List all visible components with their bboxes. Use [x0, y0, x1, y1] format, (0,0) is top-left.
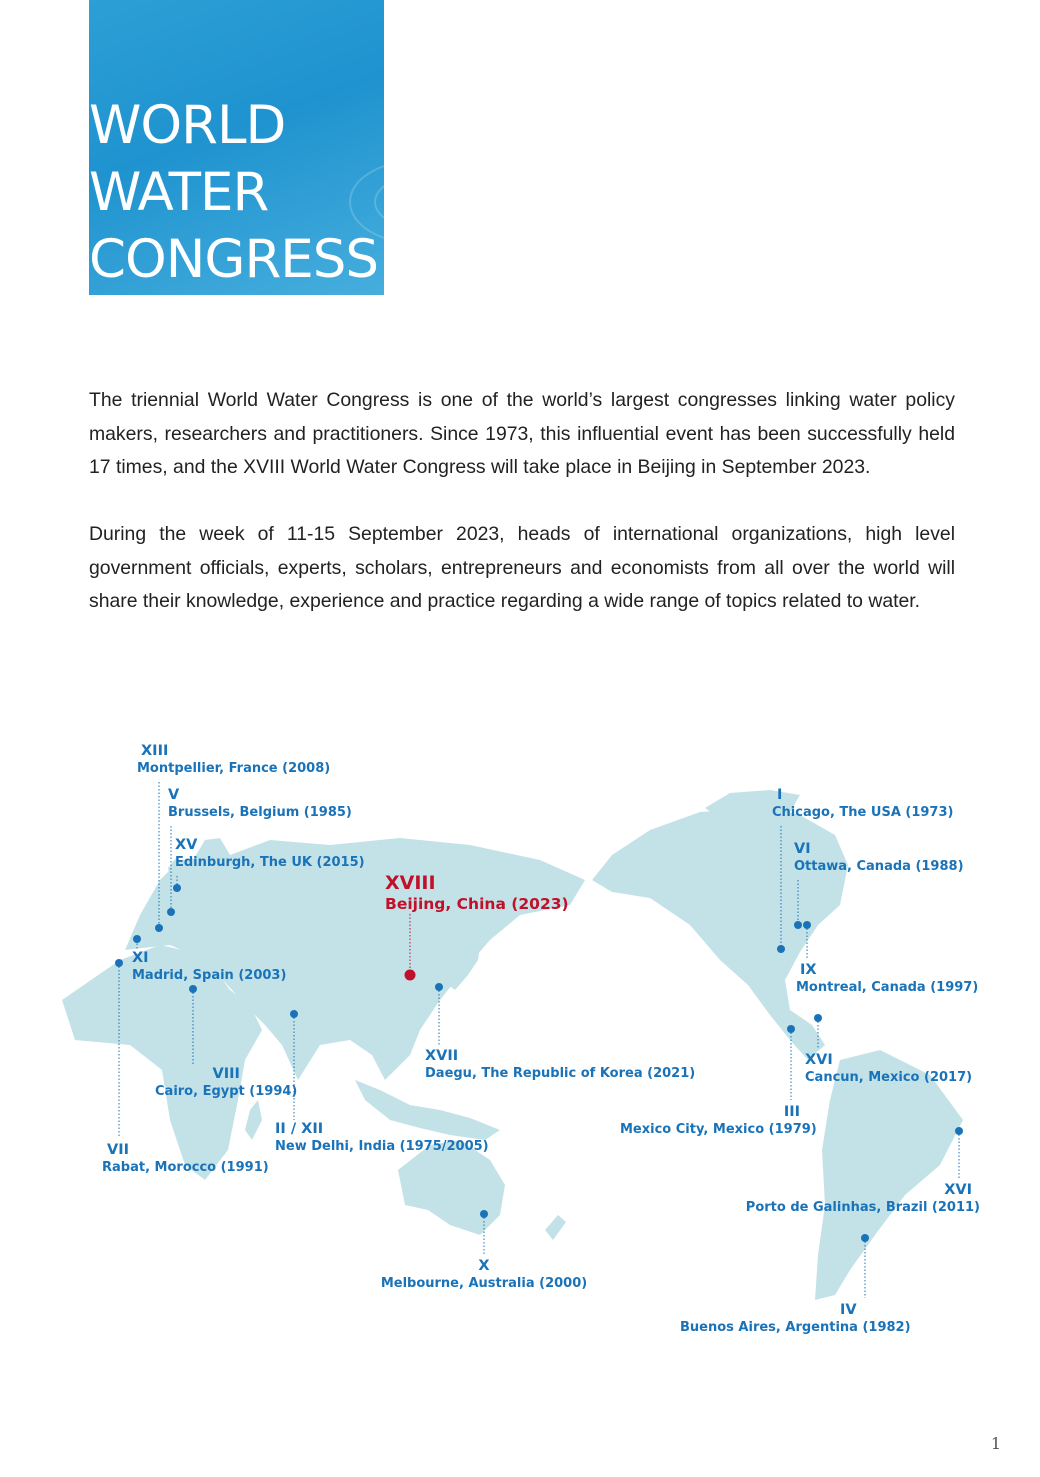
label-rabat	[102, 1142, 269, 1176]
intro-paragraph-1: The triennial World Water Congress is one of the world’s largest congresses linking water policy makers, researchers and practitioners. Since 1973, this influential event has been successfully held 17 times, and the XVIII World Water Congress will take place in Beijing in September 2023.	[89, 389, 955, 478]
label-edinburgh	[175, 837, 365, 871]
congress-location: Porto de Galinhas, Brazil (2011)	[745, 1200, 980, 1215]
congress-location: Beijing, China (2023)	[385, 895, 569, 913]
label-madrid	[132, 950, 286, 984]
congress-numeral: XV	[175, 837, 198, 853]
label-new-delhi	[275, 1121, 489, 1155]
congress-location: Brussels, Belgium (1985)	[168, 805, 352, 820]
congress-location: Cairo, Egypt (1994)	[155, 1084, 298, 1099]
congress-numeral: XI	[132, 950, 149, 966]
marker-madrid[interactable]	[133, 935, 141, 943]
marker-porto-de-galinhas[interactable]	[955, 1127, 963, 1135]
congress-location: Montpellier, France (2008)	[137, 761, 331, 776]
congress-numeral: XVIII	[385, 872, 436, 894]
intro-paragraph-2: During the week of 11-15 September 2023, heads of international organizations, high level government officials, experts, scholars, entrepreneurs and economists from all over the world will share their knowledge, experience and practice regarding a wide range of topics related to water.	[89, 523, 955, 612]
land-south-america	[815, 1050, 963, 1300]
congress-numeral: VII	[107, 1142, 130, 1158]
congress-numeral: VIII	[212, 1066, 240, 1082]
label-montreal	[796, 962, 978, 996]
congress-location: Buenos Aires, Argentina (1982)	[680, 1320, 911, 1335]
congress-location: Rabat, Morocco (1991)	[102, 1160, 269, 1175]
title-line-3: CONGRESS	[89, 229, 379, 290]
congress-numeral: V	[168, 787, 180, 803]
congress-location: Ottawa, Canada (1988)	[794, 859, 964, 874]
marker-melbourne[interactable]	[480, 1210, 488, 1218]
land-madagascar	[245, 1100, 262, 1140]
marker-mexico-city[interactable]	[787, 1025, 795, 1033]
label-melbourne	[318, 1258, 650, 1292]
congress-location: Madrid, Spain (2003)	[132, 968, 287, 983]
congress-numeral: III	[783, 1104, 800, 1120]
congress-numeral: II / XII	[275, 1121, 324, 1137]
congress-numeral: X	[478, 1258, 490, 1274]
marker-brussels[interactable]	[167, 908, 175, 916]
marker-beijing[interactable]	[405, 970, 416, 981]
label-daegu	[425, 1048, 695, 1082]
congress-location: Daegu, The Republic of Korea (2021)	[425, 1066, 696, 1081]
label-porto-de-galinhas	[700, 1182, 980, 1216]
congress-location: Montreal, Canada (1997)	[796, 980, 979, 995]
label-brussels	[168, 787, 352, 821]
congress-numeral: XVI	[944, 1182, 972, 1198]
congress-numeral: I	[777, 787, 783, 803]
marker-buenos-aires[interactable]	[861, 1234, 869, 1242]
title-line-2: WATER	[89, 162, 269, 223]
congress-location: New Delhi, India (1975/2005)	[275, 1139, 489, 1154]
congress-numeral: IX	[800, 962, 817, 978]
label-mexico-city	[620, 1104, 817, 1138]
congress-location: Chicago, The USA (1973)	[772, 805, 954, 820]
marker-cancun[interactable]	[814, 1014, 822, 1022]
label-ottawa	[794, 841, 964, 875]
congress-numeral: XIII	[141, 743, 169, 759]
label-montpellier	[137, 743, 330, 777]
marker-montpellier[interactable]	[155, 924, 163, 932]
congress-location: Cancun, Mexico (2017)	[805, 1070, 973, 1085]
label-buenos-aires	[680, 1302, 911, 1336]
marker-edinburgh[interactable]	[173, 884, 181, 892]
marker-ottawa[interactable]	[794, 921, 802, 929]
page-number: 1	[990, 1434, 1001, 1453]
label-cairo	[155, 1066, 297, 1100]
congress-numeral: XVI	[805, 1052, 833, 1068]
congress-numeral: XVII	[425, 1048, 459, 1064]
label-beijing	[385, 872, 569, 914]
land-new-zealand	[545, 1215, 566, 1240]
marker-chicago[interactable]	[777, 945, 785, 953]
marker-montreal[interactable]	[803, 921, 811, 929]
congress-numeral: IV	[840, 1302, 857, 1318]
congress-location: Edinburgh, The UK (2015)	[175, 855, 365, 870]
marker-rabat[interactable]	[115, 959, 123, 967]
marker-daegu[interactable]	[435, 983, 443, 991]
congress-location: Melbourne, Australia (2000)	[380, 1276, 588, 1291]
marker-new-delhi[interactable]	[290, 1010, 298, 1018]
label-cancun	[805, 1052, 972, 1086]
congress-numeral: VI	[794, 841, 811, 857]
label-chicago	[772, 787, 953, 821]
title-line-1: WORLD	[89, 95, 286, 156]
congress-location: Mexico City, Mexico (1979)	[620, 1122, 817, 1137]
marker-cairo[interactable]	[189, 985, 197, 993]
